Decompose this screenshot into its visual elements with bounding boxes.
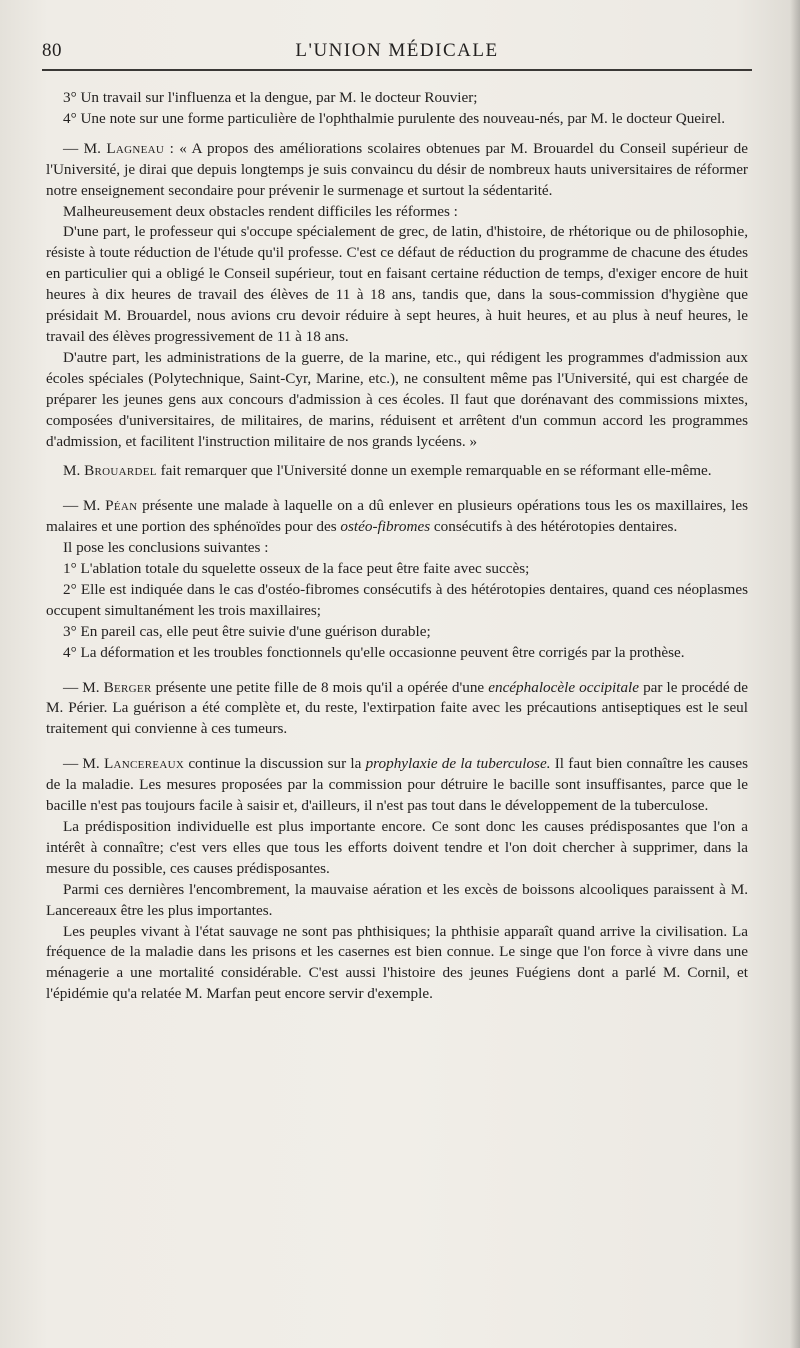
italic-term: ostéo-fibromes xyxy=(340,518,431,536)
conclusion-4: 4° La déformation et les troubles fonctionnels qu'elle occasionne peuvent être corrigés par la prothèse. xyxy=(63,643,685,661)
paragraph-lagneau-4: D'autre part, les administrations de la guerre, de la marine, etc., qui rédigent les programmes d'admission aux écoles spéciales (Polytechnique, Saint-Cyr, Marine, etc.), ne consultent même pas l'Université, qui est chargée de préparer les jeunes gens aux concours d'admission à ces écoles. Il faut que dorénavant des commissions mixtes, composées d'universitaires, de militaires, de marins, réduisent et arrêtent d'un commun accord les programmes d'admission, et facilitent l'instruction militaire de nos grands lycéens. » xyxy=(46,348,748,450)
header-rule xyxy=(42,69,752,71)
paragraph-pean-intro: Il pose les conclusions suivantes : xyxy=(63,539,269,557)
paragraph-text: présente une petite fille de 8 mois qu'il a opérée d'une xyxy=(151,678,489,696)
paragraph-lagneau xyxy=(46,139,748,202)
prefix: M. xyxy=(63,462,85,480)
dash-lead: — M. xyxy=(63,139,107,157)
journal-title: L'UNION MÉDICALE xyxy=(295,40,499,61)
speaker-name: Péan xyxy=(105,497,138,515)
italic-term: prophylaxie de la tuberculose. xyxy=(365,755,551,773)
paragraph-item-4: 4° Une note sur une forme particulière de l'ophthalmie purulente des nouveau-nés, par M. le docteur Queirel. xyxy=(63,109,726,127)
paragraph-lancereaux-3: Parmi ces dernières l'encombrement, la mauvaise aération et les excès de boissons alcooliques paraissent à M. Lancereaux être les plus importantes. xyxy=(46,880,748,919)
paragraph-lancereaux xyxy=(46,754,748,817)
paragraph-text: fait remarquer que l'Université donne un exemple remarquable en se réformant elle-même. xyxy=(156,462,712,480)
paragraph-text: consécutifs à des hétérotopies dentaires. xyxy=(430,518,678,536)
conclusion-2: 2° Elle est indiquée dans le cas d'ostéo-fibromes consécutifs à des hétérotopies dentaires, quand ces néoplasmes occupent simultanément les trois maxillaires; xyxy=(46,580,748,619)
paragraph-lancereaux-4: Les peuples vivant à l'état sauvage ne sont pas phthisiques; la phthisie apparaît quand arrive la civilisation. La fréquence de la maladie dans les prisons et les casernes est bien connue. Le singe que l'on force à vivre dans une ménagerie a une mortalité considérable. C'est aussi l'histoire des jeunes Fuégiens dont a parlé M. Cornil, et l'épidémie qu'a relatée M. Marfan peut encore servir d'exemple. xyxy=(46,922,748,1003)
paragraph-lagneau-3: D'une part, le professeur qui s'occupe spécialement de grec, de latin, d'histoire, de rhétorique ou de philosophie, résiste à toute réduction de l'étude qu'il professe. C'est ce défaut de réduction du programme de chacune des études en particulier qui a obligé le Conseil supérieur, tout en faisant certaine réduction de temps, d'exiger encore de huit heures à dix heures de travail des élèves de 11 à 18 ans, tandis que, dans la sous-commission d'hygiène que présidait M. Brouardel, nous avions cru devoir réduire à sept heures, à huit heures, et au plus à neuf heures, le travail des élèves progressivement de 11 à 18 ans. xyxy=(46,223,748,345)
page-edge-shadow xyxy=(790,0,800,1348)
running-head xyxy=(42,40,752,70)
paragraph-text: Il faut bien connaître les causes de la maladie. Les mesures proposées par la commission pour détruire le bacille sont insuffisantes, parce que le bacille n'est pas toujours facile à saisir et, d'ailleurs, il n'est pas tout dans le développement de la tuberculose. xyxy=(46,755,748,815)
paragraph-pean xyxy=(46,496,748,538)
paragraph-text: : « A propos des améliorations scolaires obtenues par M. Brouardel du Conseil supérieur de l'Université, je dirai que depuis longtemps je suis convaincu du désir de nombreux hauts universitaires de réformer notre enseignement secondaire pour prévenir le surmenage et surtout la sédentarité. xyxy=(46,139,748,199)
italic-term: encéphalocèle occipitale xyxy=(488,678,640,696)
dash-lead: — M. xyxy=(63,497,106,515)
speaker-name: Lagneau xyxy=(106,139,165,157)
page-number: 80 xyxy=(42,40,62,61)
paragraph-brouardel xyxy=(46,461,748,482)
paragraph-lagneau-2: Malheureusement deux obstacles rendent difficiles les réformes : xyxy=(63,202,458,220)
speaker-name: Lancereaux xyxy=(103,755,185,773)
dash-lead: — M. xyxy=(63,755,104,773)
speaker-name: Berger xyxy=(103,678,152,696)
paragraph-text: présente une malade à laquelle on a dû enlever en plusieurs opérations tous les os maxillaires, les malaires et une portion des sphénoïdes pour des xyxy=(46,497,749,536)
paragraph-text: continue la discussion sur la xyxy=(184,755,366,773)
conclusion-3: 3° En pareil cas, elle peut être suivie d'une guérison durable; xyxy=(63,622,431,640)
conclusion-1: 1° L'ablation totale du squelette osseux de la face peut être faite avec succès; xyxy=(63,560,530,578)
paragraph-berger xyxy=(46,678,748,741)
paragraph-text: par le procédé de M. Périer. La guérison a été complète et, du reste, l'extirpation faite avec les précautions antiseptiques est le seul traitement qui convienne à ces tumeurs. xyxy=(46,678,748,738)
dash-lead: — M. xyxy=(63,678,104,696)
paragraph-item-3: 3° Un travail sur l'influenza et la dengue, par M. le docteur Rouvier; xyxy=(63,89,478,106)
speaker-name: Brouardel xyxy=(84,462,157,480)
paragraph-lancereaux-2: La prédisposition individuelle est plus importante encore. Ce sont donc les causes prédisposantes que l'on a intérêt à connaître; c'est vers elles que tous les efforts doivent tendre et l'on doit chercher à supprimer, dans la mesure du possible, ces causes prédisposantes. xyxy=(46,818,748,877)
article-body xyxy=(46,88,748,1005)
